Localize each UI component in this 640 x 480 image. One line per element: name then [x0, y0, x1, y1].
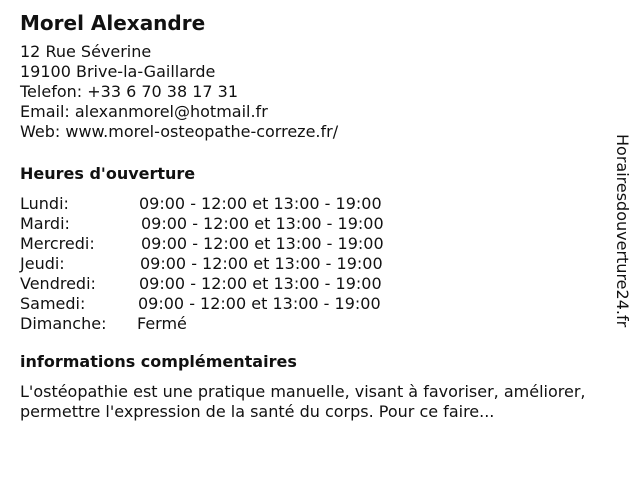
opening-hours-title: Heures d'ouverture	[20, 164, 196, 183]
time-range: 09:00 - 12:00 et 13:00 - 19:00	[138, 294, 381, 313]
time-range: Fermé	[137, 314, 187, 333]
day-label: Vendredi:	[20, 274, 96, 293]
hours-row-tuesday	[20, 214, 600, 234]
time-range: 09:00 - 12:00 et 13:00 - 19:00	[139, 274, 382, 293]
time-range: 09:00 - 12:00 et 13:00 - 19:00	[141, 234, 384, 253]
hours-row-friday	[20, 274, 600, 294]
opening-hours-table	[20, 194, 600, 334]
additional-info-title: informations complémentaires	[20, 352, 297, 371]
time-range: 09:00 - 12:00 et 13:00 - 19:00	[140, 254, 383, 273]
hours-row-sunday	[20, 314, 600, 334]
day-label: Lundi:	[20, 194, 69, 213]
hours-row-monday	[20, 194, 600, 214]
business-name: Morel Alexandre	[20, 11, 206, 35]
additional-info-text: L'ostéopathie est une pratique manuelle, visant à favoriser, améliorer, permettre l'expression de la santé du corps. Pour ce faire...	[20, 382, 586, 421]
website-line: Web: www.morel-osteopathe-correze.fr/	[20, 122, 339, 141]
day-label: Mercredi:	[20, 234, 95, 253]
address-street: 12 Rue Séverine	[20, 42, 152, 61]
hours-row-saturday	[20, 294, 600, 314]
phone-line: Telefon: +33 6 70 38 17 31	[20, 82, 239, 101]
day-label: Mardi:	[20, 214, 70, 233]
day-label: Samedi:	[20, 294, 86, 313]
time-range: 09:00 - 12:00 et 13:00 - 19:00	[141, 214, 384, 233]
business-card	[20, 10, 600, 422]
day-label: Dimanche:	[20, 314, 107, 333]
hours-row-thursday	[20, 254, 600, 274]
address-city: 19100 Brive-la-Gaillarde	[20, 62, 216, 81]
hours-row-wednesday	[20, 234, 600, 254]
site-watermark: Horairesdouverture24.fr	[613, 134, 632, 328]
email-line: Email: alexanmorel@hotmail.fr	[20, 102, 268, 121]
day-label: Jeudi:	[20, 254, 65, 273]
time-range: 09:00 - 12:00 et 13:00 - 19:00	[139, 194, 382, 213]
